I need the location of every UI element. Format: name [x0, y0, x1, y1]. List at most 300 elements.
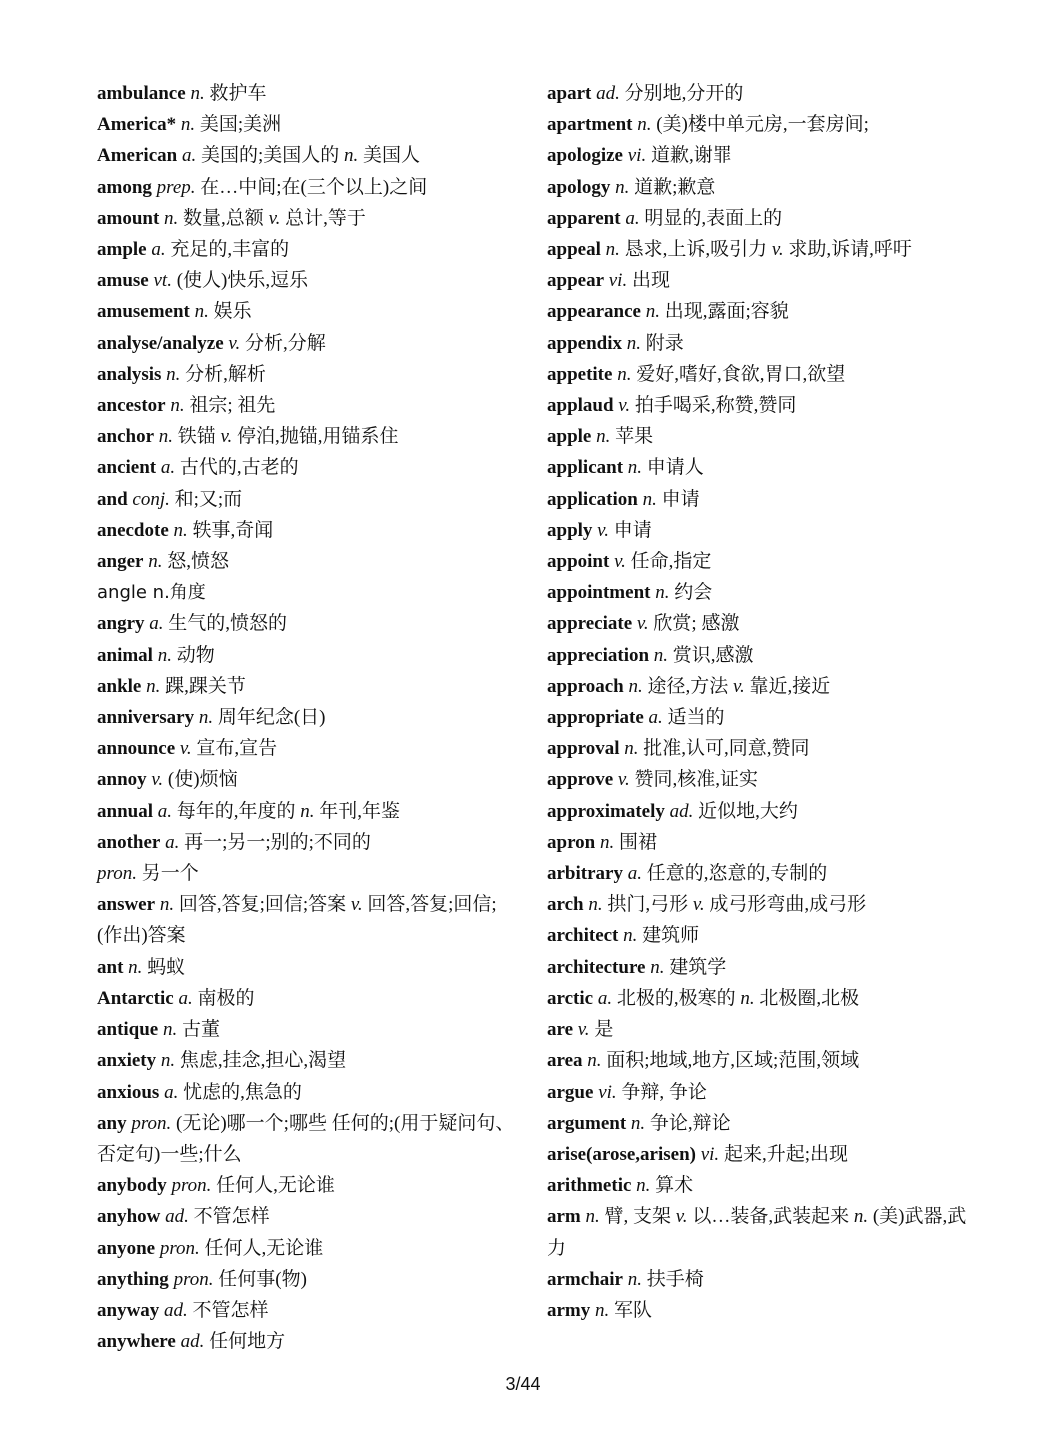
dictionary-entry: [97, 515, 517, 546]
headword: and: [97, 488, 128, 510]
definition: 北极圈,北极: [759, 987, 860, 1009]
dictionary-entry: [547, 265, 977, 296]
definition: 分析,解析: [185, 363, 266, 385]
headword: apparent: [547, 207, 621, 229]
definition: 申请: [661, 488, 700, 510]
definition: (使人)快乐,逗乐: [176, 270, 309, 292]
part-of-speech: n.: [588, 894, 603, 916]
part-of-speech: n.: [630, 1112, 646, 1134]
dictionary-entry: [97, 827, 517, 858]
dictionary-entry: [97, 140, 517, 171]
part-of-speech: n.: [624, 738, 639, 760]
dictionary-entry: [97, 858, 517, 889]
headword: annoy: [97, 769, 147, 791]
definition: 拱门,弓形: [607, 894, 689, 916]
part-of-speech: n.: [158, 426, 173, 448]
part-of-speech: ad.: [164, 1299, 188, 1321]
headword: appeal: [547, 239, 601, 261]
definition: 回答,答复;回信;答案: [178, 894, 347, 916]
part-of-speech: conj.: [132, 488, 170, 510]
dictionary-entry: [97, 452, 517, 483]
dictionary-entry: [97, 1045, 517, 1076]
definition: 古董: [182, 1019, 221, 1041]
dictionary-entry: [547, 484, 977, 515]
definition: 任何事(物): [218, 1268, 307, 1290]
headword: arch: [547, 894, 584, 916]
dictionary-entry: [547, 983, 977, 1014]
headword: approval: [547, 738, 620, 760]
headword: American: [97, 145, 178, 167]
dictionary-entry: [97, 296, 517, 327]
definition: 道歉;歉意: [634, 176, 716, 198]
headword: armchair: [547, 1268, 623, 1290]
dictionary-entry: [97, 390, 517, 421]
part-of-speech: a.: [597, 987, 613, 1009]
definition: 成弓形弯曲,成弓形: [709, 894, 867, 916]
headword: apple: [547, 426, 592, 448]
part-of-speech: v.: [675, 1206, 688, 1228]
dictionary-entry: [547, 328, 977, 359]
dictionary-entry: [97, 78, 517, 109]
dictionary-entry: [547, 1201, 977, 1263]
headword: anyhow: [97, 1206, 161, 1228]
headword: approach: [547, 675, 624, 697]
definition: 军队: [614, 1299, 653, 1321]
dictionary-entry: [97, 1014, 517, 1045]
dictionary-entry: [547, 952, 977, 983]
dictionary-entry: [547, 421, 977, 452]
dictionary-entry: [547, 764, 977, 795]
headword: answer: [97, 894, 156, 916]
headword: any: [97, 1112, 127, 1134]
headword: another: [97, 831, 161, 853]
dictionary-entry: [97, 764, 517, 795]
part-of-speech: v.: [268, 207, 281, 229]
part-of-speech: a.: [625, 207, 640, 229]
definition: 拍手喝采,称赞,赞同: [634, 395, 797, 417]
part-of-speech: n.: [166, 363, 181, 385]
headword: arithmetic: [547, 1175, 632, 1197]
definition: 任何人,无论谁: [204, 1237, 324, 1259]
headword: apologize: [547, 145, 623, 167]
dictionary-entry: [97, 1201, 517, 1232]
page-number: 3/44: [505, 1374, 541, 1394]
headword: anything: [97, 1268, 169, 1290]
part-of-speech: n.: [194, 301, 209, 323]
dictionary-entry: [97, 1233, 517, 1264]
part-of-speech: n.: [628, 675, 643, 697]
part-of-speech: n.: [599, 831, 615, 853]
headword: Antarctic: [97, 987, 174, 1009]
definition: 铁锚: [177, 426, 216, 448]
definition: 总计,等于: [285, 207, 366, 229]
definition: (无论)哪一个;哪些 任何的;(用于疑问句、否定句)一些;什么: [97, 1112, 515, 1165]
definition: (美)武器,武力: [547, 1206, 967, 1259]
definition: 古代的,古老的: [179, 457, 299, 479]
headword: anywhere: [97, 1331, 176, 1353]
dictionary-entry: [547, 702, 977, 733]
dictionary-entry: [97, 952, 517, 983]
part-of-speech: a.: [648, 707, 663, 729]
headword: anxiety: [97, 1050, 157, 1072]
part-of-speech: n.: [623, 925, 638, 947]
part-of-speech: n.: [853, 1206, 869, 1228]
part-of-speech: n.: [627, 457, 643, 479]
part-of-speech: n.: [164, 207, 179, 229]
headword: amount: [97, 207, 160, 229]
definition: 数量,总额: [183, 207, 264, 229]
headword: amuse: [97, 270, 149, 292]
part-of-speech: n.: [128, 956, 143, 978]
dictionary-entry: [547, 172, 977, 203]
headword: ant: [97, 956, 124, 978]
dictionary-entry: [97, 1264, 517, 1295]
definition: 欣赏; 感激: [653, 613, 740, 635]
part-of-speech: n.: [642, 488, 657, 510]
headword: architecture: [547, 956, 646, 978]
definition: (美)楼中单元房,一套房间;: [656, 114, 869, 136]
definition: 停泊,抛锚,用锚系住: [237, 426, 399, 448]
part-of-speech: n.: [587, 1050, 602, 1072]
dictionary-entry: [97, 577, 517, 608]
definition: 争辩, 争论: [621, 1081, 707, 1103]
definition: 围裙: [618, 831, 657, 853]
part-of-speech: pron.: [171, 1175, 212, 1197]
definition: 北极的,极寒的: [616, 987, 736, 1009]
part-of-speech: n.: [585, 1206, 600, 1228]
part-of-speech: n.: [596, 426, 611, 448]
definition: 焦虑,挂念,担心,渴望: [179, 1050, 347, 1072]
definition: 宣布,宣告: [196, 738, 278, 760]
headword: annual: [97, 800, 153, 822]
definition: 建筑学: [669, 956, 727, 978]
part-of-speech: n.: [198, 707, 214, 729]
headword: area: [547, 1050, 583, 1072]
dictionary-entry: [97, 546, 517, 577]
left-column: [97, 78, 517, 1357]
definition: 再一;另一;别的;不同的: [184, 831, 371, 853]
part-of-speech: n.: [617, 363, 632, 385]
definition: 周年纪念(日): [217, 707, 326, 729]
definition: 美国人: [362, 145, 420, 167]
dictionary-entry: [97, 1295, 517, 1326]
headword: announce: [97, 738, 176, 760]
definition: 批准,认可,同意,赞同: [643, 738, 810, 760]
definition: 蚂蚁: [147, 956, 186, 978]
dictionary-entry: [97, 702, 517, 733]
part-of-speech: ad.: [165, 1206, 189, 1228]
definition: 申请人: [646, 457, 704, 479]
definition: 分别地,分开的: [624, 83, 744, 104]
definition: 臂, 支架: [604, 1206, 672, 1228]
headword: apartment: [547, 114, 633, 136]
headword: anecdote: [97, 519, 169, 541]
dictionary-entry: [97, 328, 517, 359]
definition: 争论,辩论: [649, 1112, 731, 1134]
part-of-speech: vi.: [627, 145, 647, 167]
part-of-speech: a.: [160, 457, 176, 479]
headword: argue: [547, 1081, 594, 1103]
dictionary-entry: [97, 983, 517, 1014]
part-of-speech: v.: [771, 239, 784, 261]
definition: 忧虑的,焦急的: [183, 1081, 302, 1103]
part-of-speech: v.: [733, 675, 745, 697]
dictionary-entry: [97, 172, 517, 203]
definition: 建筑师: [642, 925, 700, 947]
part-of-speech: a.: [151, 239, 166, 261]
dictionary-entry: [547, 1045, 977, 1076]
part-of-speech: pron.: [131, 1112, 172, 1134]
dictionary-entry: [547, 1264, 977, 1295]
dictionary-entry: [97, 203, 517, 234]
dictionary-entry: [97, 109, 517, 140]
headword: are: [547, 1019, 574, 1041]
dictionary-entry: [547, 390, 977, 421]
part-of-speech: ad.: [596, 83, 620, 104]
headword: ancestor: [97, 395, 166, 417]
dictionary-entry: [97, 640, 517, 671]
definition: 美国;美洲: [199, 114, 282, 136]
headword: apron: [547, 831, 596, 853]
dictionary-entry: [547, 640, 977, 671]
dictionary-entry: [547, 109, 977, 140]
part-of-speech: v.: [228, 332, 241, 354]
part-of-speech: pron.: [97, 863, 137, 885]
part-of-speech: v.: [151, 769, 164, 791]
definition: 算术: [655, 1175, 694, 1197]
headword: army: [547, 1299, 591, 1321]
part-of-speech: n.: [636, 1175, 651, 1197]
headword: among: [97, 176, 152, 198]
definition: 任何人,无论谁: [216, 1175, 335, 1197]
part-of-speech: v.: [617, 769, 630, 791]
part-of-speech: v.: [350, 894, 363, 916]
headword: anger: [97, 551, 144, 573]
headword: anyone: [97, 1237, 156, 1259]
dictionary-entry: [547, 515, 977, 546]
headword: argument: [547, 1112, 627, 1134]
part-of-speech: a.: [165, 831, 180, 853]
definition: 出现,露面;容貌: [664, 301, 789, 323]
definition: 任命,指定: [630, 551, 712, 573]
headword: anyway: [97, 1299, 160, 1321]
part-of-speech: n.: [160, 1050, 176, 1072]
headword: applaud: [547, 395, 614, 417]
headword: anxious: [97, 1081, 160, 1103]
definition: 起来,升起;出现: [723, 1143, 848, 1165]
definition: 美国的;美国人的: [200, 145, 340, 167]
dictionary-entry: [97, 265, 517, 296]
headword: appropriate: [547, 707, 644, 729]
part-of-speech: v.: [614, 551, 626, 573]
dictionary-entry: [547, 577, 977, 608]
definition: 恳求,上诉,吸引力: [624, 239, 768, 261]
part-of-speech: pron.: [159, 1237, 200, 1259]
definition: 回答,答复;回信;(作出)答案: [97, 894, 497, 947]
headword: application: [547, 488, 638, 510]
right-column: [547, 78, 977, 1326]
headword: arm: [547, 1206, 581, 1228]
part-of-speech: n.: [157, 644, 172, 666]
part-of-speech: n.: [637, 114, 652, 136]
dictionary-entry: [547, 359, 977, 390]
dictionary-entry: [97, 1326, 517, 1357]
headword: amusement: [97, 301, 190, 323]
definition: 任意的,恣意的,专制的: [646, 863, 828, 885]
definition: 踝,踝关节: [165, 675, 246, 697]
definition: 途径,方法: [647, 675, 729, 697]
headword: angry: [97, 613, 145, 635]
part-of-speech: n.: [173, 519, 188, 541]
part-of-speech: ad.: [669, 800, 694, 822]
definition: 祖宗; 祖先: [189, 395, 276, 417]
part-of-speech: n.: [653, 644, 669, 666]
definition: 不管怎样: [193, 1206, 270, 1228]
entry-text: angle n.角度: [97, 582, 206, 604]
part-of-speech: v.: [692, 894, 705, 916]
part-of-speech: a.: [157, 800, 172, 822]
part-of-speech: v.: [618, 395, 631, 417]
dictionary-entry: [547, 1077, 977, 1108]
definition: 和;又;而: [174, 488, 243, 510]
definition: 附录: [645, 332, 684, 354]
part-of-speech: vi.: [598, 1081, 617, 1103]
part-of-speech: n.: [146, 675, 161, 697]
part-of-speech: n.: [650, 956, 665, 978]
definition: 另一个: [141, 863, 199, 885]
dictionary-entry: [547, 296, 977, 327]
definition: 靠近,接近: [749, 675, 831, 697]
dictionary-entry: [547, 546, 977, 577]
part-of-speech: n.: [300, 800, 315, 822]
definition: 不管怎样: [192, 1299, 269, 1321]
part-of-speech: n.: [626, 332, 641, 354]
headword: ample: [97, 239, 147, 261]
headword: appointment: [547, 582, 651, 604]
headword: ambulance: [97, 83, 186, 104]
headword: appear: [547, 270, 604, 292]
definition: 赞同,核准,证实: [634, 769, 758, 791]
definition: 生气的,愤怒的: [168, 613, 288, 635]
definition: 道歉,谢罪: [650, 145, 732, 167]
part-of-speech: a.: [149, 613, 164, 635]
part-of-speech: n.: [627, 1268, 642, 1290]
part-of-speech: prep.: [156, 176, 196, 198]
headword: ankle: [97, 675, 142, 697]
dictionary-entry: [97, 1108, 517, 1170]
definition: 怒,愤怒: [167, 551, 229, 573]
part-of-speech: n.: [159, 894, 175, 916]
headword: anchor: [97, 426, 154, 448]
definition: 动物: [176, 644, 215, 666]
part-of-speech: a.: [178, 987, 193, 1009]
headword: apart: [547, 83, 592, 104]
dictionary-entry: [547, 608, 977, 639]
dictionary-entry: [547, 796, 977, 827]
part-of-speech: vi.: [608, 270, 628, 292]
part-of-speech: v.: [577, 1019, 590, 1041]
dictionary-entry: [97, 733, 517, 764]
headword: ancient: [97, 457, 157, 479]
dictionary-entry: [97, 1077, 517, 1108]
headword: apology: [547, 176, 611, 198]
headword: appreciation: [547, 644, 650, 666]
dictionary-entry: [547, 1014, 977, 1045]
definition: 轶事,奇闻: [192, 519, 274, 541]
headword: anniversary: [97, 707, 195, 729]
part-of-speech: n.: [595, 1299, 610, 1321]
headword: appetite: [547, 363, 613, 385]
definition: 年刊,年鉴: [319, 800, 401, 822]
dictionary-entry: [97, 671, 517, 702]
definition: 求助,诉请,呼吁: [788, 239, 912, 261]
dictionary-entry: [547, 1139, 977, 1170]
dictionary-entry: [97, 484, 517, 515]
part-of-speech: a.: [627, 863, 642, 885]
dictionary-entry: [547, 827, 977, 858]
definition: 近似地,大约: [698, 800, 798, 822]
dictionary-entry: [547, 889, 977, 920]
definition: 分析,分解: [244, 332, 326, 354]
dictionary-entry: [547, 140, 977, 171]
headword: approximately: [547, 800, 665, 822]
definition: 申请: [613, 519, 652, 541]
part-of-speech: v.: [179, 738, 192, 760]
headword: appoint: [547, 551, 610, 573]
part-of-speech: a.: [181, 145, 197, 167]
part-of-speech: n.: [170, 395, 185, 417]
definition: 以…装备,武装起来: [692, 1206, 850, 1228]
headword: apply: [547, 519, 593, 541]
definition: 任何地方: [209, 1331, 286, 1353]
definition: 苹果: [615, 426, 654, 448]
dictionary-entry: [97, 889, 517, 951]
headword: analysis: [97, 363, 162, 385]
definition: 出现: [631, 270, 670, 292]
dictionary-entry: [547, 203, 977, 234]
dictionary-entry: [97, 608, 517, 639]
dictionary-entry: [547, 1170, 977, 1201]
dictionary-entry: [547, 733, 977, 764]
headword: arctic: [547, 987, 594, 1009]
definition: 在…中间;在(三个以上)之间: [200, 176, 428, 198]
definition: 面积;地域,地方,区域;范围,领域: [606, 1050, 860, 1072]
dictionary-entry: [97, 421, 517, 452]
headword: appreciate: [547, 613, 633, 635]
dictionary-entry: [547, 1108, 977, 1139]
part-of-speech: n.: [645, 301, 660, 323]
definition: 充足的,丰富的: [170, 239, 290, 261]
definition: 扶手椅: [646, 1268, 704, 1290]
dictionary-entry: [547, 920, 977, 951]
definition: 赏识,感激: [672, 644, 754, 666]
part-of-speech: a.: [164, 1081, 179, 1103]
dictionary-entry: [547, 78, 977, 109]
dictionary-entry: [97, 234, 517, 265]
part-of-speech: ad.: [180, 1331, 205, 1353]
headword: animal: [97, 644, 153, 666]
headword: applicant: [547, 457, 624, 479]
part-of-speech: v.: [597, 519, 609, 541]
part-of-speech: n.: [740, 987, 755, 1009]
headword: appearance: [547, 301, 641, 323]
part-of-speech: v.: [636, 613, 649, 635]
headword: antique: [97, 1019, 159, 1041]
part-of-speech: n.: [148, 551, 163, 573]
definition: 每年的,年度的: [176, 800, 296, 822]
headword: arbitrary: [547, 863, 623, 885]
dictionary-entry: [547, 452, 977, 483]
